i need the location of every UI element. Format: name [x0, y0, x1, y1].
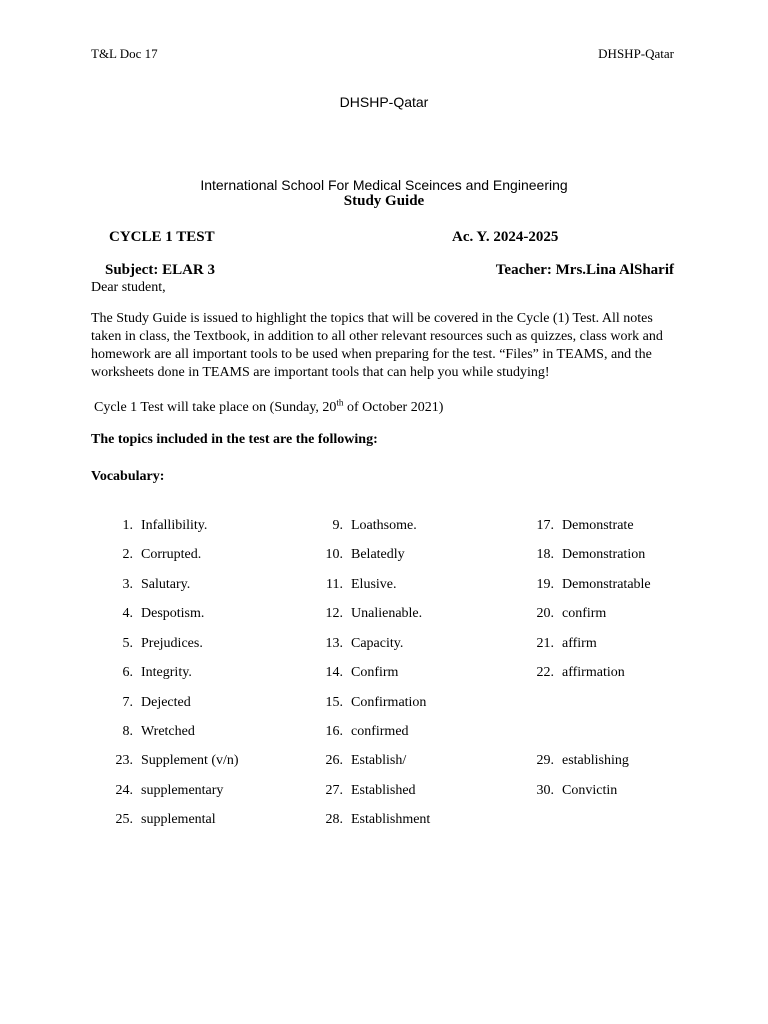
- document-title: Study Guide: [343, 193, 425, 209]
- vocabulary-number: 22.: [536, 665, 554, 680]
- vocabulary-period: .: [413, 518, 417, 533]
- vocabulary-number: 2.: [122, 547, 133, 562]
- vocabulary-word: Infallibility: [141, 518, 204, 533]
- vocabulary-item: [321, 752, 406, 770]
- vocabulary-period: .: [199, 636, 203, 651]
- vocabulary-item: [321, 576, 397, 594]
- vocabulary-item: [532, 576, 651, 594]
- test-label: CYCLE 1 TEST: [109, 229, 215, 245]
- vocabulary-word: Unalienable: [351, 606, 419, 621]
- vocabulary-number: 20.: [536, 606, 554, 621]
- vocabulary-item: [532, 752, 629, 770]
- vocabulary-word: Demonstratable: [562, 577, 651, 592]
- vocabulary-number: 6.: [122, 665, 133, 680]
- organization-name: DHSHP-Qatar: [339, 94, 429, 110]
- vocabulary-number: 1.: [122, 518, 133, 533]
- vocabulary-word: confirm: [562, 606, 607, 621]
- vocabulary-period: .: [197, 547, 202, 562]
- vocabulary-item: [321, 782, 416, 800]
- vocabulary-item: [111, 576, 190, 594]
- vocabulary-number: 11.: [326, 577, 343, 592]
- topics-heading: The topics included in the test are the following:: [91, 432, 378, 447]
- vocabulary-item: [321, 635, 403, 653]
- vocabulary-number: 27.: [325, 783, 343, 798]
- vocabulary-number: 4.: [122, 606, 133, 621]
- vocabulary-item: [111, 782, 223, 800]
- vocabulary-word: Demonstration: [562, 547, 646, 562]
- vocabulary-period: .: [200, 606, 205, 621]
- vocabulary-number: 13.: [325, 636, 343, 651]
- vocabulary-item: [321, 723, 409, 741]
- vocabulary-number: 30.: [536, 783, 554, 798]
- vocabulary-word: Dejected: [141, 695, 191, 710]
- vocabulary-number: 18.: [536, 547, 554, 562]
- vocabulary-word: confirmed: [351, 724, 409, 739]
- vocabulary-item: [111, 517, 207, 535]
- vocabulary-number: 5.: [122, 636, 133, 651]
- vocabulary-item: [321, 664, 398, 682]
- vocabulary-number: 14.: [325, 665, 343, 680]
- vocabulary-item: [321, 811, 430, 829]
- vocabulary-number: 26.: [325, 753, 343, 768]
- vocabulary-number: 17.: [536, 518, 554, 533]
- vocabulary-period: .: [418, 606, 423, 621]
- vocabulary-period: .: [393, 577, 397, 592]
- school-name: International School For Medical Sceinces and Engineering: [200, 177, 568, 193]
- vocabulary-number: 25.: [115, 812, 133, 827]
- vocabulary-number: 3.: [122, 577, 133, 592]
- vocabulary-item: [111, 635, 203, 653]
- vocabulary-item: [111, 664, 192, 682]
- vocabulary-number: 12.: [325, 606, 343, 621]
- vocabulary-item: [111, 723, 195, 741]
- vocabulary-word: Loathsome: [351, 518, 414, 533]
- vocabulary-word: Confirm: [351, 665, 399, 680]
- vocabulary-word: Salutary: [141, 577, 187, 592]
- vocabulary-period: .: [399, 636, 404, 651]
- vocabulary-item: [321, 546, 405, 564]
- teacher-label: Teacher: Mrs.Lina AlSharif: [495, 262, 674, 278]
- vocabulary-item: [111, 694, 191, 712]
- vocabulary-word: Belatedly: [351, 547, 405, 562]
- test-date-suffix: of October 2021): [343, 400, 444, 415]
- vocabulary-item: [321, 517, 417, 535]
- greeting: Dear student,: [91, 280, 166, 295]
- vocabulary-word: affirmation: [562, 665, 625, 680]
- vocabulary-item: [111, 752, 239, 770]
- vocabulary-word: supplemental: [141, 812, 216, 827]
- vocabulary-word: Despotism: [141, 606, 201, 621]
- vocabulary-period: .: [203, 518, 208, 533]
- vocabulary-item: [532, 664, 625, 682]
- test-date-ordinal: th: [336, 397, 344, 408]
- subject-label: Subject: ELAR 3: [105, 262, 216, 278]
- vocabulary-number: 23.: [115, 753, 133, 768]
- vocabulary-period: .: [188, 665, 192, 680]
- vocabulary-word: Confirmation: [351, 695, 427, 710]
- vocabulary-heading: Vocabulary:: [91, 469, 165, 484]
- vocabulary-number: 19.: [536, 577, 554, 592]
- vocabulary-word: Elusive: [351, 577, 393, 592]
- vocabulary-word: Establish/: [351, 753, 407, 768]
- header-doc-code: T&L Doc 17: [91, 46, 158, 61]
- vocabulary-word: Wretched: [141, 724, 195, 739]
- vocabulary-word: establishing: [562, 753, 629, 768]
- vocabulary-item: [532, 782, 617, 800]
- test-date-prefix: Cycle 1 Test will take place on (Sunday, 20: [94, 400, 337, 415]
- vocabulary-word: Demonstrate: [562, 518, 634, 533]
- test-date: [94, 399, 443, 417]
- vocabulary-word: Prejudices: [141, 636, 200, 651]
- vocabulary-word: Integrity: [141, 665, 189, 680]
- intro-paragraph: The Study Guide is issued to highlight the topics that will be covered in the Cycle (1) Test. All notes taken in class, the Textbook, in addition to all other relevant resources such as quizzes, class work and homework are all important tools to be used when preparing for the test. “Files” in TEAMS, and the worksheets done in TEAMS are important tools that can help you while studying!: [91, 311, 663, 380]
- vocabulary-word: Supplement (v/n): [141, 753, 239, 768]
- vocabulary-item: [532, 605, 606, 623]
- vocabulary-number: 21.: [536, 636, 554, 651]
- vocabulary-item: [532, 635, 597, 653]
- vocabulary-word: Capacity: [351, 636, 400, 651]
- vocabulary-number: 10.: [325, 547, 343, 562]
- vocabulary-word: Convictin: [562, 783, 618, 798]
- vocabulary-item: [111, 546, 201, 564]
- vocabulary-number: 15.: [325, 695, 343, 710]
- vocabulary-word: Establishment: [351, 812, 431, 827]
- vocabulary-word: Corrupted: [141, 547, 198, 562]
- vocabulary-word: affirm: [562, 636, 597, 651]
- vocabulary-item: [532, 546, 645, 564]
- vocabulary-item: [321, 694, 426, 712]
- vocabulary-number: 28.: [325, 812, 343, 827]
- academic-year: Ac. Y. 2024-2025: [452, 229, 559, 245]
- vocabulary-number: 24.: [115, 783, 133, 798]
- vocabulary-item: [321, 605, 422, 623]
- vocabulary-item: [111, 605, 204, 623]
- vocabulary-number: 16.: [325, 724, 343, 739]
- vocabulary-number: 9.: [332, 518, 343, 533]
- vocabulary-period: .: [186, 577, 191, 592]
- vocabulary-number: 7.: [122, 695, 133, 710]
- vocabulary-word: Established: [351, 783, 416, 798]
- vocabulary-item: [111, 811, 216, 829]
- vocabulary-list: [0, 517, 768, 847]
- vocabulary-number: 8.: [122, 724, 133, 739]
- header-org: DHSHP-Qatar: [598, 46, 674, 61]
- vocabulary-item: [532, 517, 634, 535]
- vocabulary-word: supplementary: [141, 783, 224, 798]
- vocabulary-number: 29.: [536, 753, 554, 768]
